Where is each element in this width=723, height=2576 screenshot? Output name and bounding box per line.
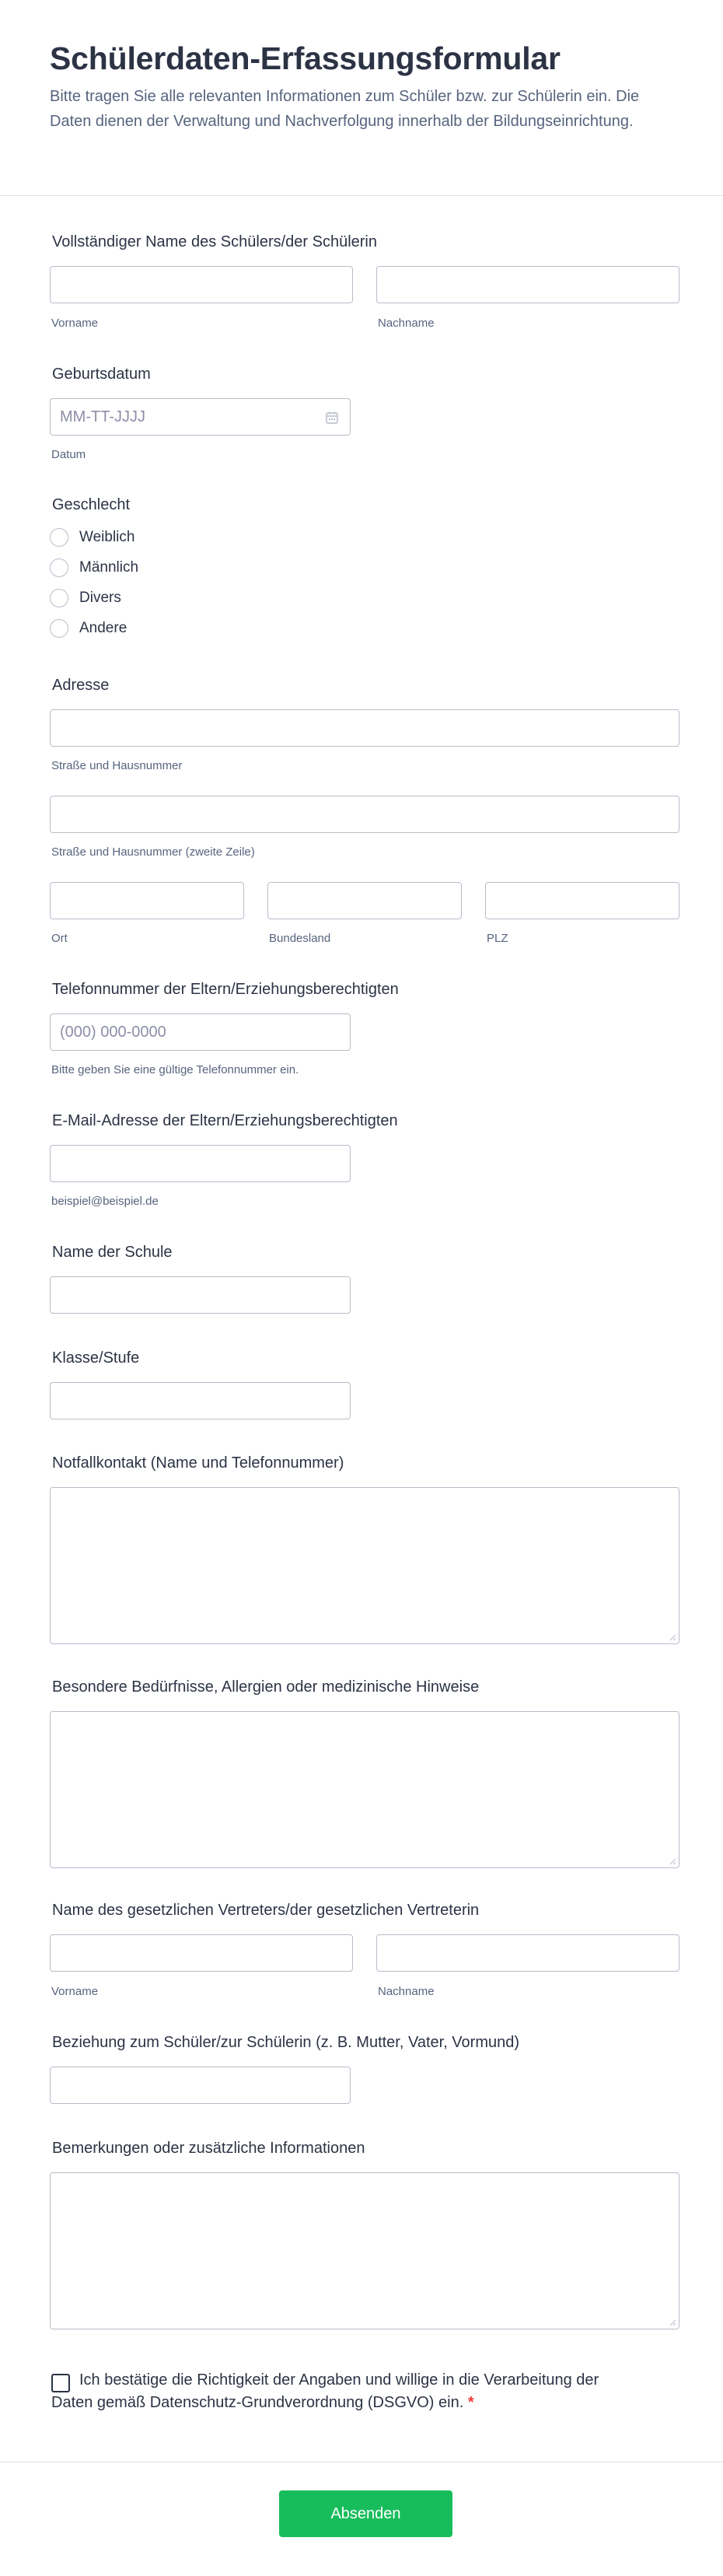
- grade-input[interactable]: [50, 1382, 351, 1419]
- gender-option-label: Weiblich: [79, 529, 135, 545]
- street-sublabel: Straße und Hausnummer: [51, 759, 183, 772]
- phone-input[interactable]: [50, 1013, 351, 1051]
- submit-button[interactable]: Absenden: [279, 2490, 452, 2537]
- guardian-first-name-input[interactable]: [50, 1934, 353, 1972]
- gender-option-andere[interactable]: [50, 619, 127, 638]
- resize-handle-icon[interactable]: [669, 2319, 676, 2326]
- street2-sublabel: Straße und Hausnummer (zweite Zeile): [51, 845, 255, 859]
- needs-label: Besondere Bedürfnisse, Allergien oder medizinische Hinweise: [52, 1678, 480, 1696]
- emergency-label: Notfallkontakt (Name und Telefonnummer): [52, 1454, 344, 1472]
- guardian-name-label: Name des gesetzlichen Vertreters/der gesetzlichen Vertreterin: [52, 1902, 480, 1919]
- zip-sublabel: PLZ: [487, 932, 508, 945]
- resize-handle-icon[interactable]: [669, 1633, 676, 1641]
- form-subtitle: Bitte tragen Sie alle relevanten Informationen zum Schüler bzw. zur Schülerin ein. Die Daten dienen der Verwaltung und Nachverfolgung innerhalb der Bildungseinrichtung.: [50, 88, 640, 130]
- student-first-name-input[interactable]: [50, 266, 353, 303]
- street-input[interactable]: [50, 709, 679, 747]
- relationship-label: Beziehung zum Schüler/zur Schülerin (z. B. Mutter, Vater, Vormund): [52, 2034, 520, 2051]
- school-label: Name der Schule: [52, 1244, 173, 1261]
- form-header: [0, 0, 723, 196]
- guardian-last-name-sublabel: Nachname: [378, 1985, 435, 1998]
- email-label: E-Mail-Adresse der Eltern/Erziehungsberechtigten: [52, 1112, 398, 1129]
- phone-placeholder: (000) 000-0000: [60, 1023, 166, 1041]
- emergency-textarea[interactable]: [50, 1487, 679, 1644]
- school-input[interactable]: [50, 1276, 351, 1314]
- state-sublabel: Bundesland: [269, 932, 331, 945]
- zip-input[interactable]: [485, 882, 679, 919]
- grade-label: Klasse/Stufe: [52, 1349, 140, 1367]
- radio-button[interactable]: [50, 619, 68, 638]
- form-title: Schülerdaten-Erfassungsformular: [50, 40, 561, 76]
- birthdate-label: Geburtsdatum: [52, 366, 151, 383]
- needs-textarea[interactable]: [50, 1711, 679, 1868]
- phone-label: Telefonnummer der Eltern/Erziehungsberechtigten: [52, 981, 399, 998]
- gender-option-label: Divers: [79, 590, 121, 606]
- consent-label[interactable]: [51, 2369, 642, 2414]
- student-name-label: Vollständiger Name des Schülers/der Schülerin: [52, 233, 377, 250]
- birthdate-input[interactable]: [50, 398, 351, 436]
- email-sublabel: beispiel@beispiel.de: [51, 1195, 159, 1208]
- city-input[interactable]: [50, 882, 244, 919]
- radio-button[interactable]: [50, 589, 68, 607]
- guardian-first-name-sublabel: Vorname: [51, 1985, 99, 1998]
- remarks-label: Bemerkungen oder zusätzliche Informationen: [52, 2140, 365, 2157]
- street2-input[interactable]: [50, 796, 679, 833]
- gender-option-maennlich[interactable]: [50, 558, 138, 577]
- city-sublabel: Ort: [51, 932, 68, 945]
- phone-sublabel: Bitte geben Sie eine gültige Telefonnummer ein.: [51, 1063, 299, 1076]
- guardian-last-name-input[interactable]: [376, 1934, 679, 1972]
- consent-text: Ich bestätige die Richtigkeit der Angaben und willige in die Verarbeitung der Daten gemäß Datenschutz-Grundverordnung (DSGVO) ein.: [51, 2371, 599, 2411]
- gender-option-weiblich[interactable]: [50, 528, 134, 547]
- state-input[interactable]: [267, 882, 462, 919]
- radio-button[interactable]: [50, 528, 68, 547]
- gender-option-divers[interactable]: [50, 589, 121, 607]
- birthdate-placeholder: MM-TT-JJJJ: [60, 408, 145, 425]
- gender-label: Geschlecht: [52, 496, 131, 513]
- required-asterisk: *: [467, 2394, 474, 2411]
- birthdate-sublabel: Datum: [51, 448, 86, 461]
- calendar-icon[interactable]: [325, 411, 339, 425]
- email-input[interactable]: [50, 1145, 351, 1182]
- gender-option-label: Männlich: [79, 559, 139, 576]
- student-last-name-sublabel: Nachname: [378, 317, 435, 330]
- radio-button[interactable]: [50, 558, 68, 577]
- student-first-name-sublabel: Vorname: [51, 317, 99, 330]
- gender-option-label: Andere: [79, 620, 127, 636]
- relationship-input[interactable]: [50, 2067, 351, 2104]
- address-label: Adresse: [52, 677, 110, 694]
- resize-handle-icon[interactable]: [669, 1857, 676, 1865]
- student-last-name-input[interactable]: [376, 266, 679, 303]
- remarks-textarea[interactable]: [50, 2172, 679, 2329]
